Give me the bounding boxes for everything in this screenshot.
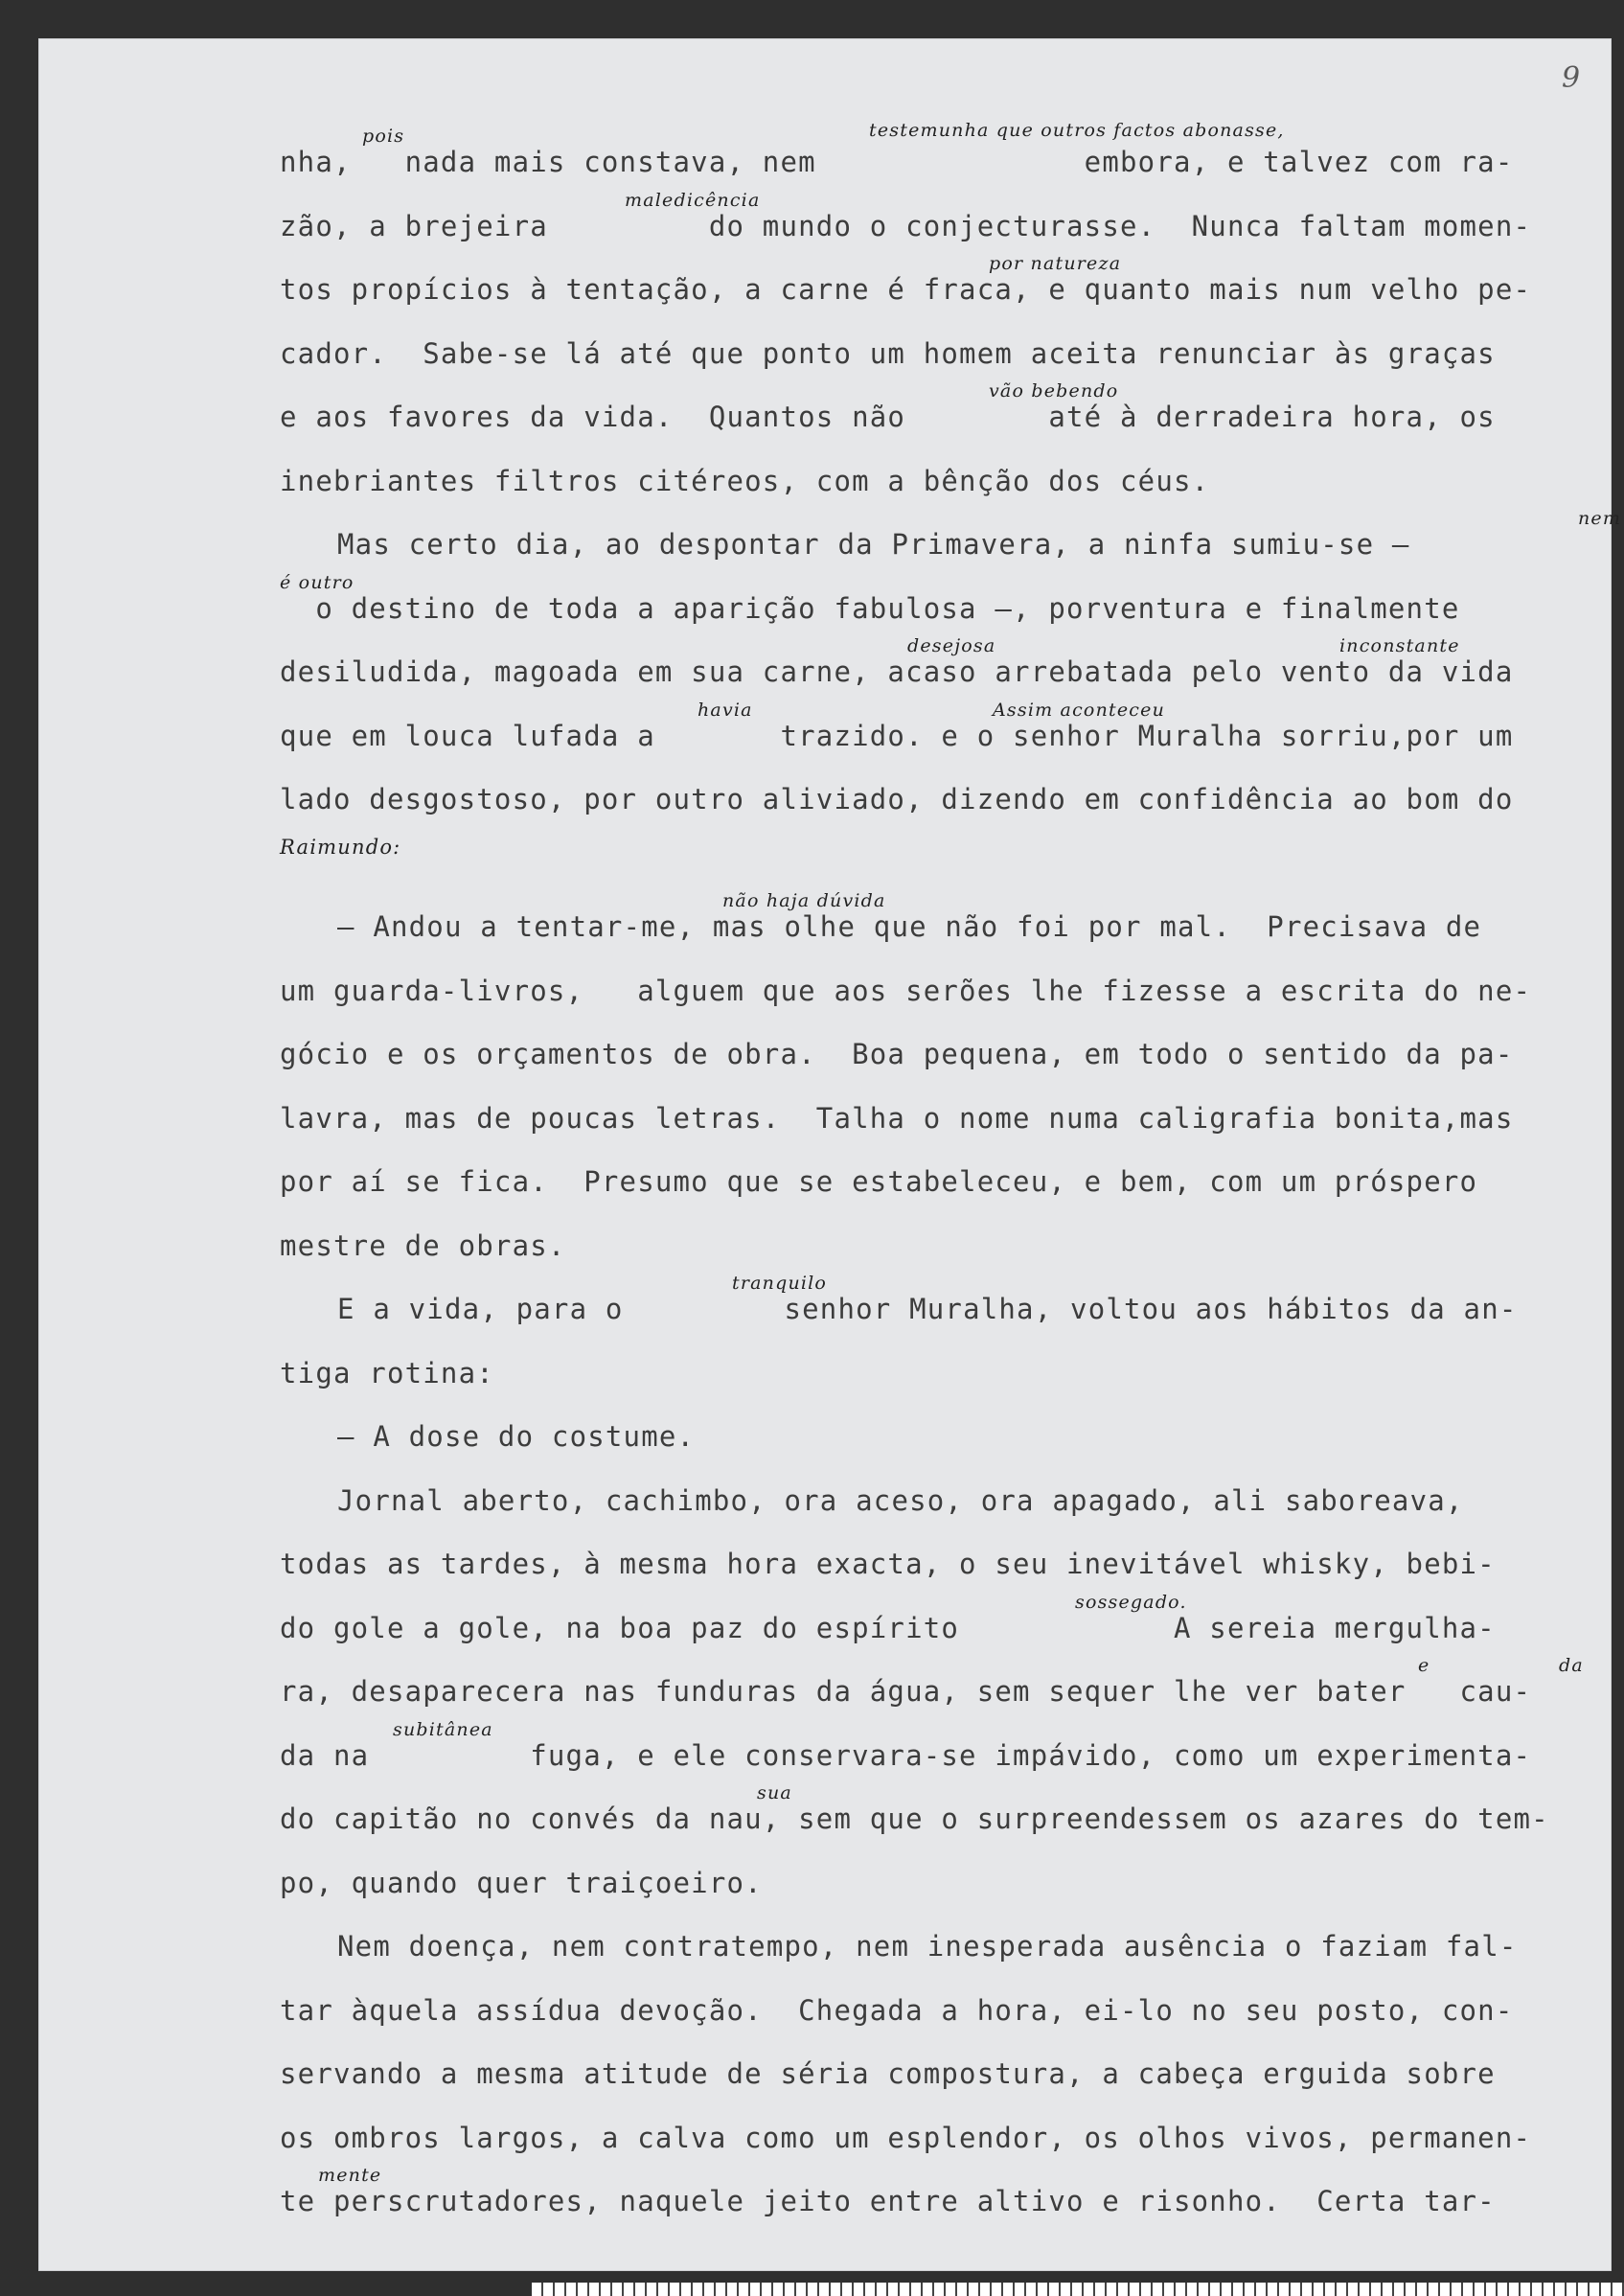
handwritten-annotation: desejosa [907,635,996,656]
text-line [280,1469,1624,1533]
handwritten-annotation: havia [698,699,753,721]
handwritten-annotation: nem [1578,508,1622,529]
line-text: mestre de obras. [280,1228,566,1262]
text-line [280,189,1624,259]
line-text: gócio e os orçamentos de obra. Boa pequena, em todo o sentido da pa- [280,1038,1514,1070]
handwritten-annotation: e [1418,1655,1430,1676]
handwritten-annotation: tranquilo [732,1273,828,1294]
manuscript-page [38,38,1622,2271]
text-line [280,1979,1624,2043]
text-line [280,635,1624,704]
line-text: que em louca lufada a trazido. e o senhor Muralha sorriu,por um [280,719,1514,752]
text-line [280,832,1624,896]
text-line [280,699,1624,769]
text-line [280,1022,1624,1087]
line-text: os ombros largos, a calva como um esplendor, os olhos vivos, permanen- [280,2121,1532,2154]
handwritten-annotation: sossegado. [1075,1591,1187,1613]
line-text: por aí se fica. Presumo que se estabeleceu, e bem, com um próspero [280,1165,1478,1198]
text-line [280,1342,1624,1406]
text-line [280,508,1624,577]
text-line [280,322,1624,386]
text-line [280,1782,1624,1851]
line-text: inebriantes filtros citéreos, com a bênção dos céus. [280,464,1210,497]
text-line [280,959,1624,1023]
line-text: servando a mesma atitude de séria compostura, a cabeça erguida sobre [280,2057,1496,2090]
handwritten-annotation: não haja dúvida [722,890,886,911]
line-text: Nem doença, nem contratempo, nem inesperada ausência o faziam fal- [337,1930,1518,1963]
text-line [280,1405,1624,1469]
line-text: E a vida, para o senhor Muralha, voltou aos hábitos da an- [337,1293,1518,1325]
text-line [280,1150,1624,1214]
text-line [280,2106,1624,2170]
line-text: tos propícios à tentação, a carne é fraca, e quanto mais num velho pe- [280,273,1532,306]
text-line [280,380,1624,449]
text-line [280,120,1624,195]
text-line [280,1214,1624,1278]
line-text: tiga rotina: [280,1356,494,1389]
scale-ruler [532,2283,1624,2296]
handwritten-annotation: sua [757,1782,792,1803]
text-line [280,1655,1624,1724]
text-line [280,571,1624,641]
text-line [280,1087,1624,1151]
text-line [280,2042,1624,2106]
text-line [280,890,1624,959]
line-text: um guarda-livros, alguem que aos serões lhe fizesse a escrita do ne- [280,974,1532,1007]
handwritten-annotation: subitânea [393,1718,493,1740]
line-text: — Andou a tentar-me, mas olhe que não foi por mal. Precisava de [337,910,1482,943]
text-line [280,1273,1624,1342]
line-text: po, quando quer traiçoeiro. [280,1866,763,1899]
line-text: — A dose do costume. [337,1420,696,1453]
text-line [280,1591,1624,1661]
line-text: todas as tardes, à mesma hora exacta, o seu inevitável whisky, bebi- [280,1548,1496,1580]
text-line [280,768,1624,832]
handwritten-annotation: maledicência [625,189,761,211]
line-text: zão, a brejeira do mundo o conjecturasse. Nunca faltam momen- [280,209,1532,242]
handwritten-annotation: inconstante [1339,635,1460,656]
handwritten-annotation: pois [362,126,405,147]
line-text: lado desgostoso, por outro aliviado, dizendo em confidência ao bom do [280,783,1514,815]
line-text: o destino de toda a aparição fabulosa —, porventura e finalmente [280,591,1460,625]
handwritten-annotation: Raimundo: [280,835,401,859]
line-text: e aos favores da vida. Quantos não até à derradeira hora, os [280,401,1496,433]
line-text: desiludida, magoada em sua carne, acaso arrebatada pelo vento da vida [280,655,1514,688]
handwritten-annotation: é outro [280,571,355,593]
line-text: cador. Sabe-se lá até que ponto um homem aceita renunciar às graças [280,336,1496,370]
line-text: do gole a gole, na boa paz do espírito A sereia mergulha- [280,1611,1496,1644]
text-line [280,253,1624,322]
text-line [280,1718,1624,1788]
text-line [280,449,1624,514]
text-line [280,1851,1624,1916]
handwritten-annotation: por natureza [989,253,1122,274]
typed-body-text [280,120,1624,2234]
handwritten-annotation: Assim aconteceu [993,699,1166,721]
page-number: 9 [1562,61,1581,95]
text-line [280,2165,1624,2234]
text-line [280,1915,1624,1979]
line-text: lavra, mas de poucas letras. Talha o nome numa caligrafia bonita,mas [280,1101,1514,1135]
line-text: Jornal aberto, cachimbo, ora aceso, ora apagado, ali saboreava, [337,1483,1464,1517]
handwritten-annotation: testemunha que outros factos abonasse, [869,120,1285,141]
line-text: do capitão no convés da nau, sem que o surpreendessem os azares do tem- [280,1802,1549,1835]
line-text: tar àquela assídua devoção. Chegada a hora, ei-lo no seu posto, con- [280,1993,1514,2027]
line-text: te perscrutadores, naquele jeito entre altivo e risonho. Certa tar- [280,2185,1496,2217]
text-line [280,1532,1624,1596]
line-text: nha, nada mais constava, nem embora, e talvez com ra- [280,146,1514,178]
line-text: Mas certo dia, ao despontar da Primavera, a ninfa sumiu-se — [337,528,1410,561]
handwritten-annotation: mente [318,2165,382,2186]
line-text: da na fuga, e ele conservara-se impávido, como um experimenta- [280,1738,1532,1772]
handwritten-annotation: vão bebendo [989,380,1119,402]
line-text: ra, desaparecera nas funduras da água, sem sequer lhe ver bater cau- [280,1675,1532,1708]
handwritten-annotation: da [1559,1655,1584,1676]
